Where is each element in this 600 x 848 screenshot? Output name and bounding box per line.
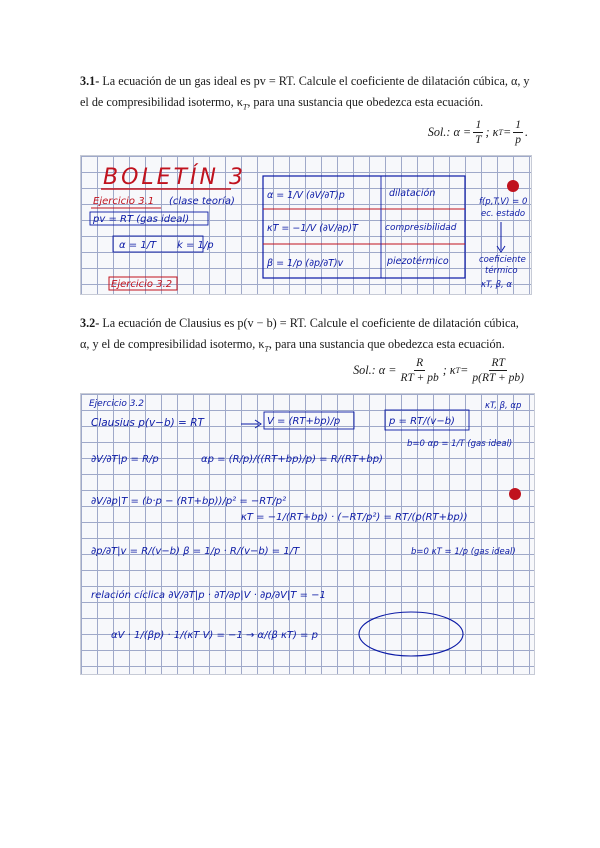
label-dilatacion: dilatación <box>389 188 436 199</box>
problem-3-2-statement: 3.2- La ecuación de Clausius es p(v − b) = RT. Calcule el coeficiente de dilatación cúbica, α, y el de compresibilidad isotermo, $\kappa_T$, para una sustancia que obedezca esta ecuación. <box>80 316 519 354</box>
label-piezotermico: piezotérmico <box>387 256 449 267</box>
svg-text:(clase teoría): (clase teoría) <box>169 196 235 207</box>
fraction: $\frac{R}{RT + pb}$ <box>400 357 439 384</box>
svg-text:κT, β, α: κT, β, α <box>481 280 513 290</box>
derivative-p-t: ∂p/∂T|v = R/(v−b) β = 1/p · R/(v−b) = 1/T <box>91 546 300 557</box>
kappa-definition: κT = −1/V (∂V/∂p)T <box>267 223 358 234</box>
notes-drawing <box>81 394 534 674</box>
cyclic-relation: relación cíclica ∂V/∂T|p · ∂T/∂p|V · ∂p/∂V|T = −1 <box>91 590 326 601</box>
ideal-gas-equation: pv = RT (gas ideal) <box>93 214 190 225</box>
notes-heading: Ejercicio 3.2 <box>89 399 145 409</box>
alpha-ideal-limit: b=0 αp = 1/T (gas ideal) <box>407 439 513 449</box>
problem-number: 3.1- <box>80 74 100 88</box>
kappa-ideal-limit: b=0 κT = 1/p (gas ideal) <box>411 547 516 557</box>
problem-3-1-statement: 3.1- La ecuación de un gas ideal es pv = RT. Calcule el coeficiente de dilatación cúbica, α, y el de compresibilidad isotermo, $\kappa_T$, para una sustancia que obedezca esta ecuación. <box>80 74 530 112</box>
alpha-result: α = 1/T <box>119 240 157 251</box>
final-relation: αV · 1/(βp) · 1/(κT V) = −1 → α/(β κT) = p <box>111 630 318 641</box>
svg-text:ec. estado: ec. estado <box>481 209 526 219</box>
svg-text:f(p,T,V) = 0: f(p,T,V) = 0 <box>479 197 528 207</box>
fraction: $\frac{RT}{p(RT + pb)}$ <box>472 357 524 384</box>
solution-3-2: Sol.: α = $\frac{R}{RT + pb}$ ; κ T = $\frac{RT}{p(RT + pb)}$ <box>353 357 524 384</box>
red-dot-marker <box>507 180 519 192</box>
problem-text: La ecuación de un gas ideal es pv = RT. Calcule el coeficiente de dilatación cúbica, α, y el de compresibilidad isotermo, κ <box>80 74 530 109</box>
derivative-v-p: ∂V/∂p|T = (b·p − (RT+bp))/p² = −RT/p² <box>91 496 287 507</box>
pressure-expression: p = RT/(v−b) <box>389 416 455 427</box>
problem-text: La ecuación de Clausius es p(v − b) = RT. Calcule el coeficiente de dilatación cúbica, α, y el de compresibilidad isotermo, κ <box>80 316 519 351</box>
problem-number: 3.2- <box>80 316 100 330</box>
svg-text:coeficiente: coeficiente <box>479 255 526 265</box>
fraction: $\frac{1}{T}$ <box>475 119 482 146</box>
red-dot-marker <box>509 488 521 500</box>
result-circle <box>359 612 463 656</box>
problem-text-tail: , para una sustancia que obedezca esta ecuación. <box>268 337 505 351</box>
alpha-derivation: αp = (R/p)/((RT+bp)/p) = R/(RT+bp) <box>201 454 383 465</box>
alpha-definition: α = 1/V (∂V/∂T)p <box>267 190 345 201</box>
handwritten-notes-3-2 <box>80 393 535 675</box>
boletin-title: BOLETÍN 3 <box>103 165 246 190</box>
clausius-equation: Clausius p(v−b) = RT <box>91 417 204 429</box>
problem-text-tail: , para una sustancia que obedezca esta ecuación. <box>247 95 484 109</box>
notes-drawing <box>81 156 531 294</box>
solution-3-1: Sol.: α = $\frac{1}{T}$ ; κ T = $\frac{1}{p}$ . <box>427 119 528 146</box>
exercise-3-2-heading: Ejercicio 3.2 <box>111 279 173 290</box>
exercise-3-1-heading: Ejercicio 3.1 <box>93 196 155 207</box>
svg-text:térmico: térmico <box>485 266 518 276</box>
beta-definition: β = 1/p (∂p/∂T)v <box>267 258 344 269</box>
handwritten-notes-3-1 <box>80 155 532 295</box>
derivative-v-t: ∂V/∂T|p = R/p <box>91 454 159 465</box>
kappa-result: k = 1/p <box>177 240 214 251</box>
corner-note: κT, β, αp <box>485 401 522 411</box>
fraction: $\frac{1}{p}$ <box>515 119 521 146</box>
kappa-derivation: κT = −1/(RT+bp) · (−RT/p²) = RT/(p(RT+bp)) <box>241 512 468 523</box>
label-compresibilidad: compresibilidad <box>385 223 457 233</box>
volume-expression: V = (RT+bp)/p <box>267 416 341 427</box>
